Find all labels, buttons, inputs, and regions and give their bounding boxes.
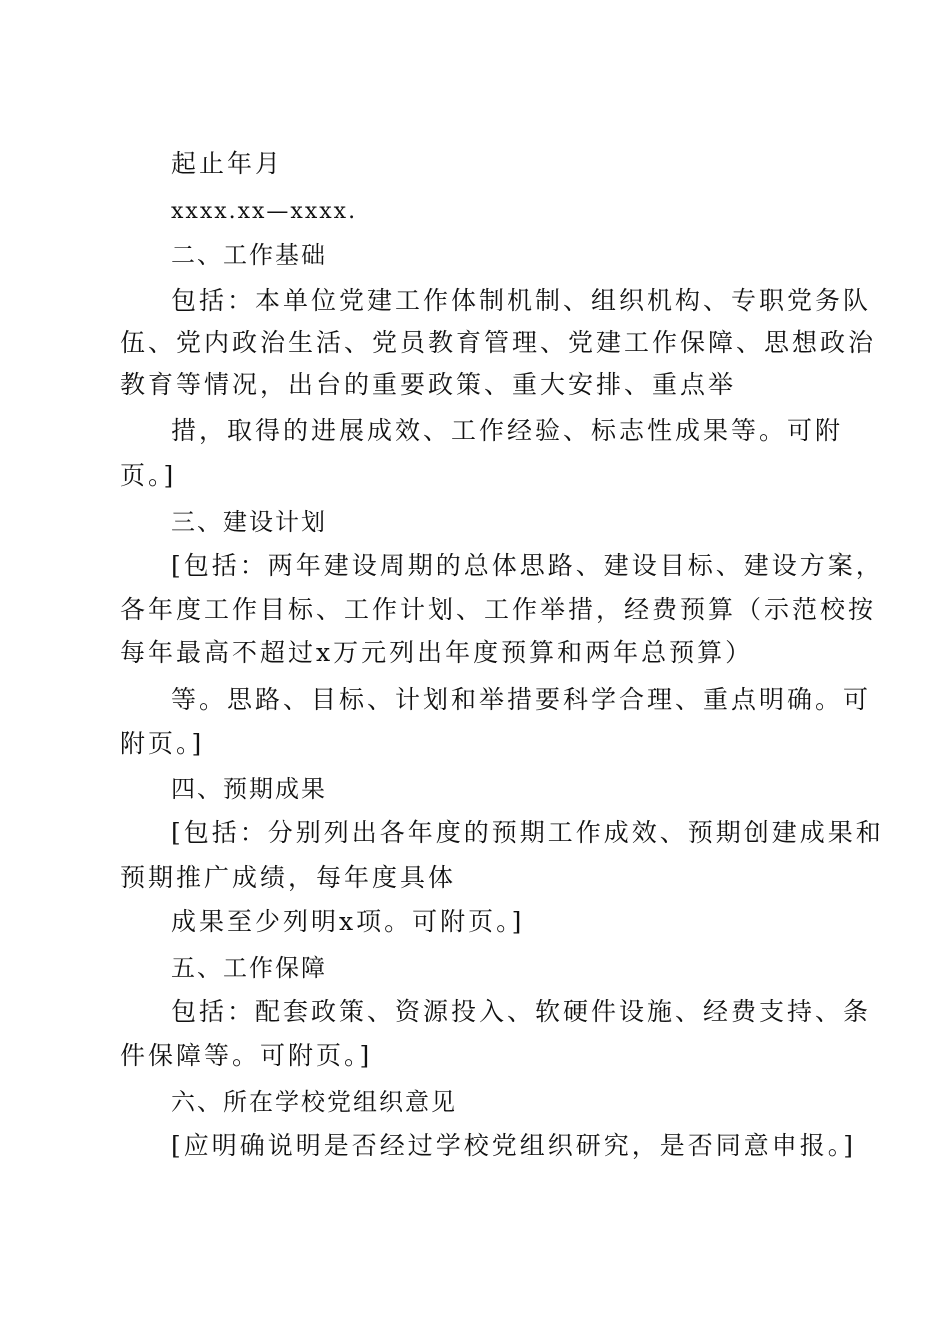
paragraph-line: 包括：配套政策、资源投入、软硬件设施、经费支持、条 bbox=[171, 997, 872, 1026]
section-heading: 五、工作保障 bbox=[171, 954, 327, 982]
paragraph-line: [包括：两年建设周期的总体思路、建设目标、建设方案， bbox=[171, 551, 884, 580]
paragraph-line: 措，取得的进展成效、工作经验、标志性成果等。可附 bbox=[171, 416, 844, 445]
section-heading: 二、工作基础 bbox=[171, 241, 327, 269]
section-heading: 六、所在学校党组织意见 bbox=[171, 1088, 457, 1116]
paragraph-line: 包括：本单位党建工作体制机制、组织机构、专职党务队 bbox=[171, 286, 872, 315]
paragraph-line: 每年最高不超过x万元列出年度预算和两年总预算） bbox=[120, 638, 754, 667]
paragraph-line: 等。思路、目标、计划和举措要科学合理、重点明确。可 bbox=[171, 685, 872, 714]
paragraph-line: 各年度工作目标、工作计划、工作举措，经费预算（示范校按 bbox=[120, 595, 877, 624]
section-heading: 四、预期成果 bbox=[171, 775, 327, 803]
paragraph-line: 预期推广成绩，每年度具体 bbox=[120, 863, 457, 892]
paragraph-line: 教育等情况，出台的重要政策、重大安排、重点举 bbox=[120, 370, 737, 399]
paragraph-line: 伍、党内政治生活、党员教育管理、党建工作保障、思想政治 bbox=[120, 328, 877, 357]
paragraph-line: 件保障等。可附页。] bbox=[120, 1041, 373, 1070]
paragraph-line: 成果至少列明x项。可附页。] bbox=[171, 907, 525, 936]
paragraph-line: 页。] bbox=[120, 461, 177, 490]
paragraph-line: [包括：分别列出各年度的预期工作成效、预期创建成果和 bbox=[171, 818, 884, 847]
section-heading: 三、建设计划 bbox=[171, 508, 327, 536]
paragraph-line: [应明确说明是否经过学校党组织研究，是否同意申报。] bbox=[171, 1131, 857, 1160]
date-range-label: 起止年月 bbox=[171, 149, 284, 178]
paragraph-line: 附页。] bbox=[120, 729, 205, 758]
date-range-value: xxxx.xx—xxxx. bbox=[171, 199, 358, 224]
